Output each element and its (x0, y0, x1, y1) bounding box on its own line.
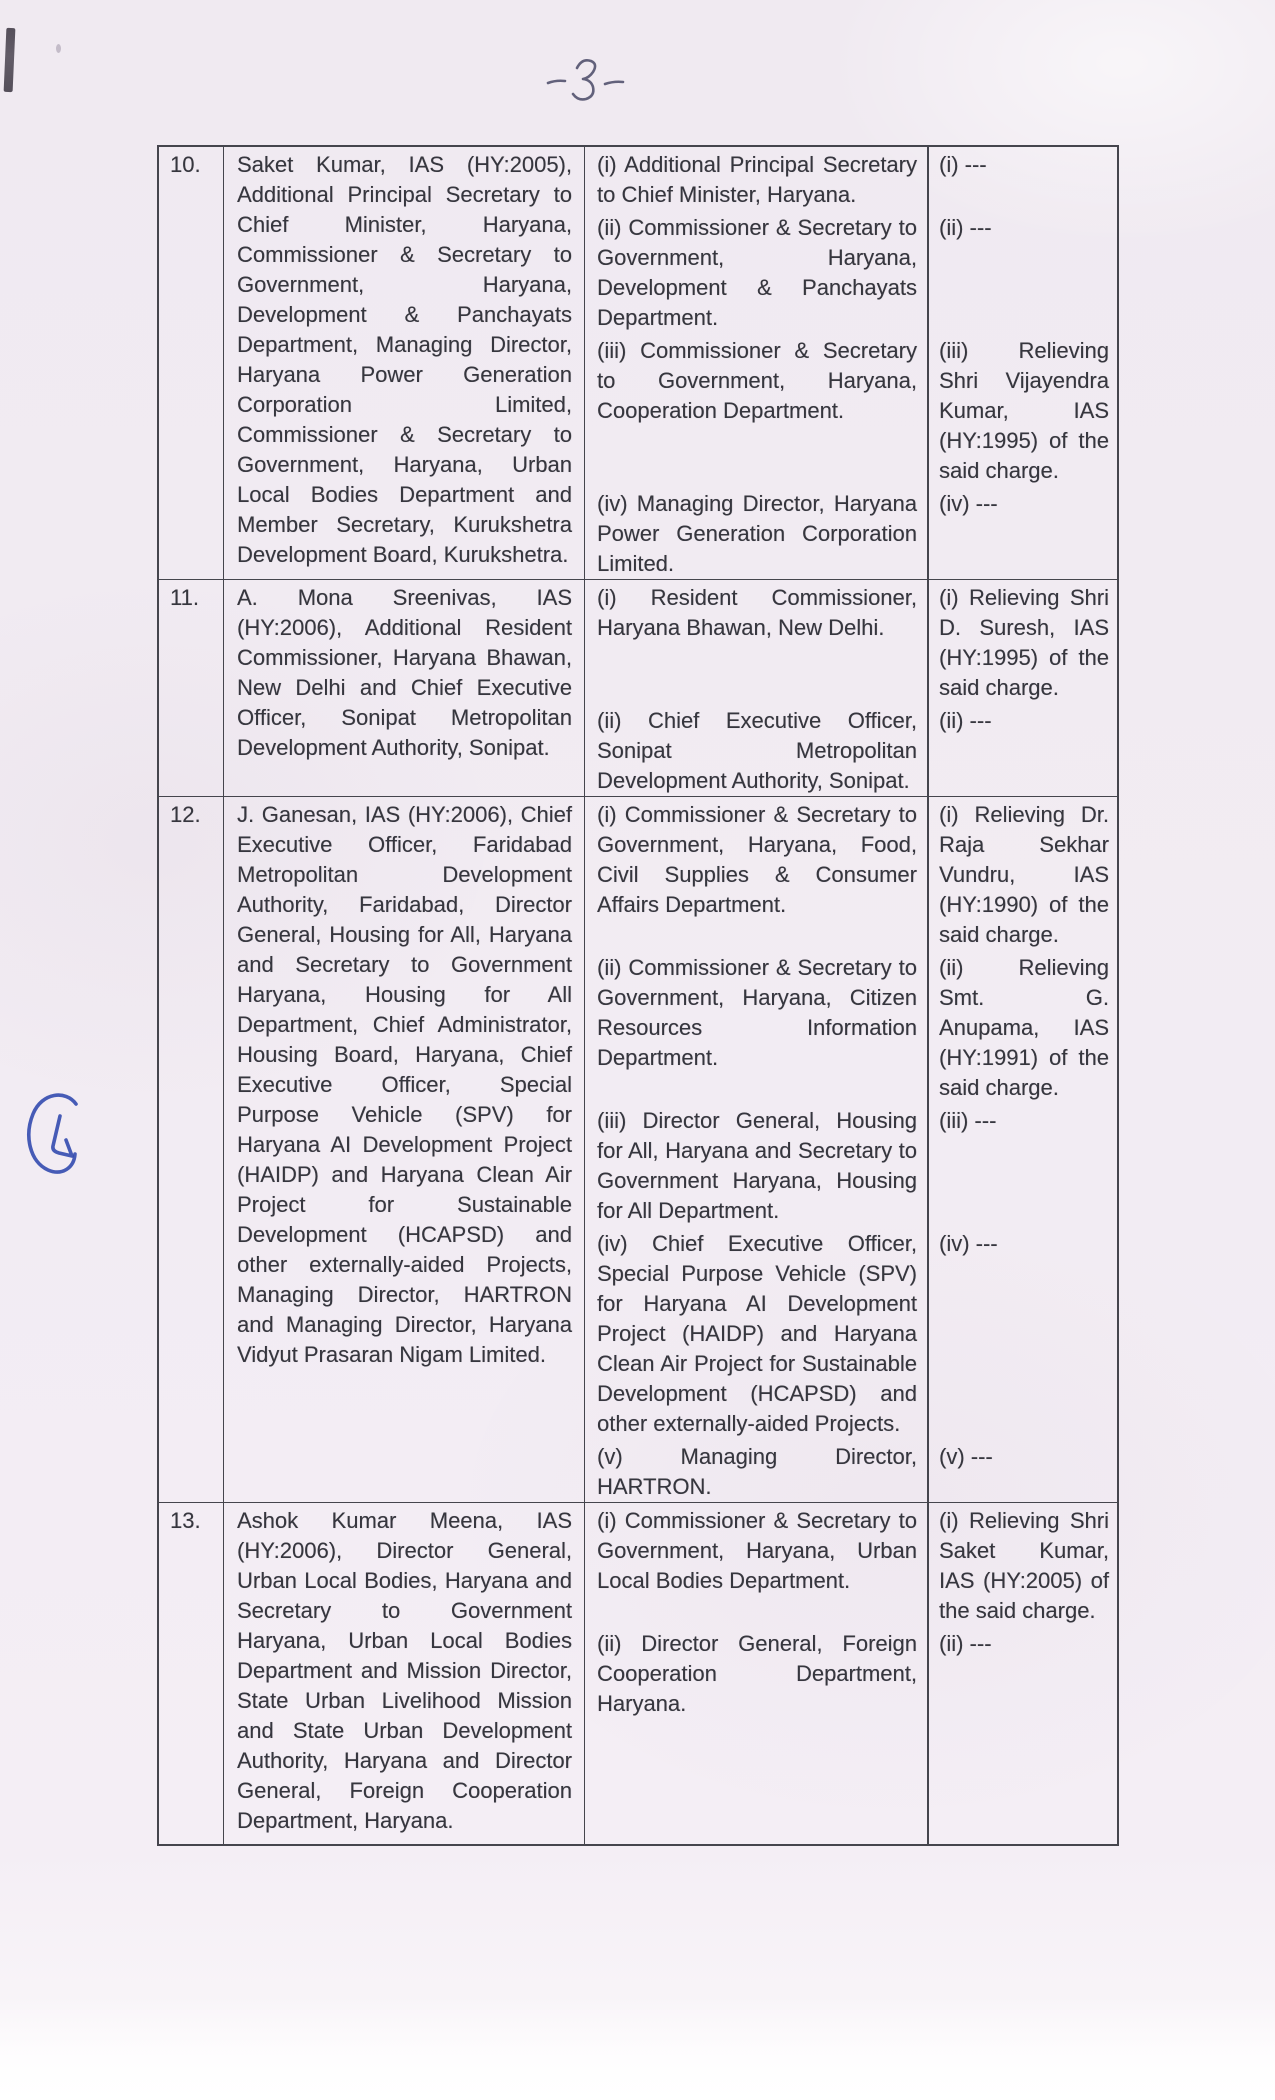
posting-item: (ii) Commissioner & Secretary to Government, Haryana, Citizen Resources Information Department. (597, 955, 917, 1070)
posting-item: (i) Commissioner & Secretary to Government, Haryana, Urban Local Bodies Department. (597, 1508, 917, 1593)
transfer-table (157, 145, 1119, 1846)
posting-item: (i) Commissioner & Secretary to Government, Haryana, Food, Civil Supplies & Consumer Affairs Department. (597, 802, 917, 917)
posting-item: (i) Resident Commissioner, Haryana Bhawan, New Delhi. (597, 585, 917, 640)
relief-item: (iv) --- (939, 1231, 998, 1256)
column-divider (927, 797, 929, 1502)
relief-item: (iv) --- (939, 491, 998, 516)
relief-item: (i) --- (939, 152, 987, 177)
column-divider (927, 147, 929, 579)
posting-item: (iv) Managing Director, Haryana Power Generation Corporation Limited. (597, 491, 917, 576)
serial-number: 11. (170, 585, 199, 610)
posting-item: (iv) Chief Executive Officer, Special Purpose Vehicle (SPV) for Haryana AI Development Project (HAIDP) and Haryana Clean Air Project for Sustainable Development (HCAPSD) and other externally-aided Projects. (597, 1231, 917, 1436)
relief-item: (i) Relieving Shri D. Suresh, IAS (HY:1995) of the said charge. (939, 585, 1109, 700)
serial-cell (159, 1503, 223, 1844)
column-divider (927, 1503, 929, 1844)
serial-cell (159, 147, 223, 579)
serial-number: 10. (170, 152, 201, 177)
officer-cell (223, 580, 585, 796)
relief-item: (v) --- (939, 1444, 993, 1469)
relief-item: (ii) --- (939, 708, 992, 733)
relief-item: (ii) --- (939, 215, 992, 240)
relief-item: (ii) Relieving Smt. G. Anupama, IAS (HY:1991) of the said charge. (939, 955, 1109, 1100)
posting-relief-cells (585, 797, 1117, 1502)
column-divider (927, 580, 929, 796)
posting-item: (ii) Commissioner & Secretary to Government, Haryana, Development & Panchayats Department. (597, 215, 917, 330)
table-row (159, 1502, 1117, 1844)
posting-relief-cells (585, 580, 1117, 796)
officer-cell (223, 797, 585, 1502)
table-row (159, 579, 1117, 796)
officer-cell (223, 147, 585, 579)
posting-item: (iii) Commissioner & Secretary to Government, Haryana, Cooperation Department. (597, 338, 917, 423)
serial-cell (159, 580, 223, 796)
officer-cell (223, 1503, 585, 1844)
serial-cell (159, 797, 223, 1502)
officer-text: J. Ganesan, IAS (HY:2006), Chief Executive Officer, Faridabad Metropolitan Development Authority, Faridabad, Director General, Housing for All, Haryana and Secretary to Government Haryana, Housing for All Department, Chief Administrator, Housing Board, Haryana, Chief Executive Officer, Special Purpose Vehicle (SPV) for Haryana AI Development Project (HAIDP) and Haryana Clean Air Project for Sustainable Development (HCAPSD) and other externally-aided Projects, Managing Director, HARTRON and Managing Director, Haryana Vidyut Prasaran Nigam Limited. (237, 802, 572, 1367)
table-row (159, 147, 1117, 579)
page-number-mark (543, 52, 639, 108)
posting-item: (v) Managing Director, HARTRON. (597, 1444, 917, 1499)
scan-corner-artifact (4, 28, 16, 92)
scan-speck (56, 44, 61, 53)
posting-item: (ii) Chief Executive Officer, Sonipat Metropolitan Development Authority, Sonipat. (597, 708, 917, 793)
serial-number: 13. (170, 1508, 201, 1533)
officer-text: Ashok Kumar Meena, IAS (HY:2006), Director General, Urban Local Bodies, Haryana and Secretary to Government Haryana, Urban Local Bodies Department and Mission Director, State Urban Livelihood Mission and State Urban Development Authority, Haryana and Director General, Foreign Cooperation Department, Haryana. (237, 1508, 572, 1833)
relief-item: (i) Relieving Shri Saket Kumar, IAS (HY:2005) of the said charge. (939, 1508, 1109, 1623)
officer-text: A. Mona Sreenivas, IAS (HY:2006), Additional Resident Commissioner, Haryana Bhawan, New Delhi and Chief Executive Officer, Sonipat Metropolitan Development Authority, Sonipat. (237, 585, 572, 760)
posting-relief-cells (585, 147, 1117, 579)
posting-item: (iii) Director General, Housing for All, Haryana and Secretary to Government Haryana, Housing for All Department. (597, 1108, 917, 1223)
posting-relief-cells (585, 1503, 1117, 1844)
posting-item: (i) Additional Principal Secretary to Chief Minister, Haryana. (597, 152, 917, 207)
officer-text: Saket Kumar, IAS (HY:2005), Additional Principal Secretary to Chief Minister, Haryana, Commissioner & Secretary to Government, Haryana, Development & Panchayats Department, Managing Director, Haryana Power Generation Corporation Limited, Commissioner & Secretary to Government, Haryana, Urban Local Bodies Department and Member Secretary, Kurukshetra Development Board, Kurukshetra. (237, 152, 572, 567)
relief-item: (i) Relieving Dr. Raja Sekhar Vundru, IAS (HY:1990) of the said charge. (939, 802, 1109, 947)
relief-item: (iii) Relieving Shri Vijayendra Kumar, IAS (HY:1995) of the said charge. (939, 338, 1109, 483)
serial-number: 12. (170, 802, 201, 827)
margin-pen-mark (22, 1088, 94, 1184)
table-row (159, 796, 1117, 1502)
posting-item: (ii) Director General, Foreign Cooperation Department, Haryana. (597, 1631, 917, 1716)
relief-item: (ii) --- (939, 1631, 992, 1656)
relief-item: (iii) --- (939, 1108, 997, 1133)
